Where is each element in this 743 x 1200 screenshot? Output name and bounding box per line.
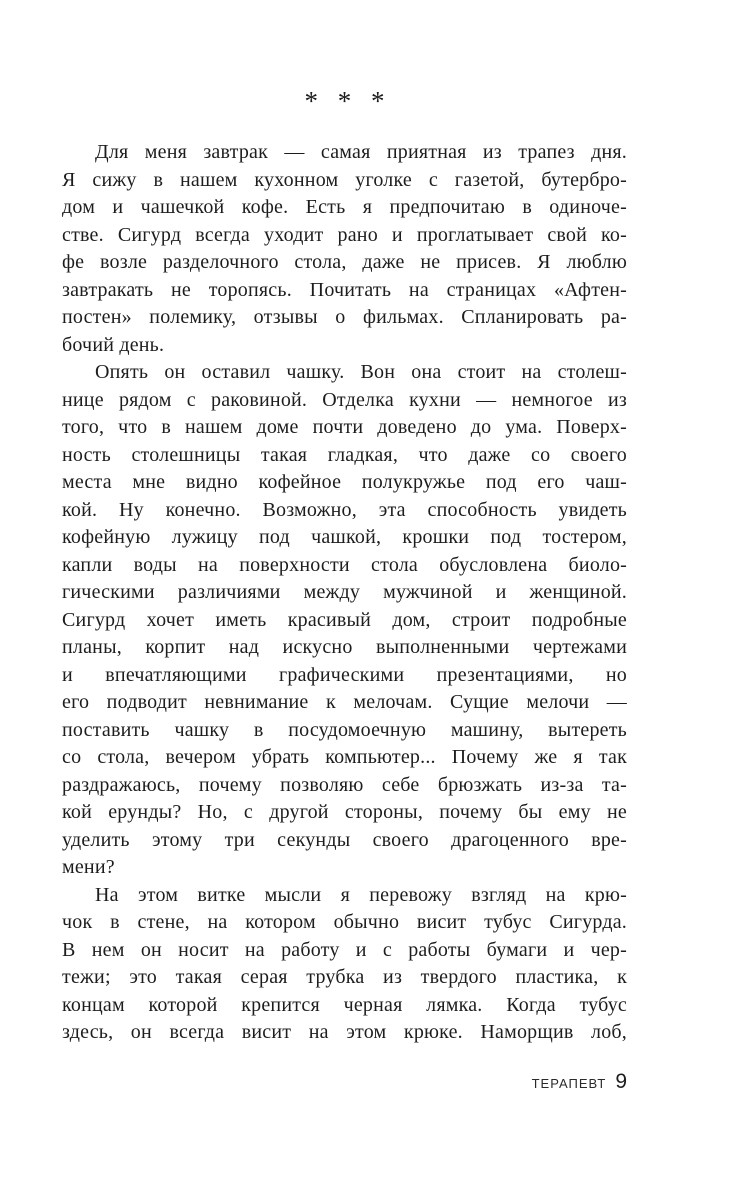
text-line: На этом витке мысли я перевожу взгляд на крю- [95,883,627,906]
text-line: гическими различиями между мужчиной и женщиной. [62,581,627,603]
text-line: места мне видно кофейное полукружье под его чаш- [62,471,627,493]
text-block [62,139,627,1047]
text-line: завтракать не торопясь. Почитать на страницах «Афтен- [62,278,627,301]
text-line: раздражаюсь, почему позволяю себе брюзжать из-за та- [62,773,627,796]
text-line: со стола, вечером убрать компьютер... Почему же я так [62,746,627,768]
text-line: его подводит невнимание к мелочам. Сущие мелочи — [62,691,627,713]
section-separator: * * * [304,86,385,116]
paragraph [62,359,627,882]
text-line: бочий день. [62,333,165,356]
page-number: 9 [615,1070,627,1093]
text-line: тежи; это такая серая трубка из твердого пластика, к [62,966,627,988]
text-line: кофейную лужицу под чашкой, крошки под тостером, [62,526,627,548]
text-line: Я сижу в нашем кухонном уголке с газетой, бутербро- [62,168,627,191]
text-line: уделить этому три секунды своего драгоценного вре- [62,828,627,851]
text-line: чок в стене, на котором обычно висит тубус Сигурда. [62,911,627,933]
paragraph [62,882,627,1047]
text-line: поставить чашку в посудомоечную машину, вытереть [62,718,627,741]
text-line: того, что в нашем доме почти доведено до ума. Поверх- [62,416,627,438]
text-line: В нем он носит на работу и с работы бумаги и чер- [62,938,627,961]
text-line: Опять он оставил чашку. Вон она стоит на столеш- [95,361,627,383]
text-line: постен» полемику, отзывы о фильмах. Спланировать ра- [62,306,627,328]
text-line: ность столешницы такая гладкая, что даже со своего [62,443,627,466]
text-line: и впечатляющими графическими презентациями, но [62,663,627,686]
text-line: нице рядом с раковиной. Отделка кухни — немногое из [62,388,627,411]
running-title: ТЕРАПЕВТ [531,1076,607,1091]
text-line: Для меня завтрак — самая приятная из трапез дня. [95,141,627,163]
text-line: планы, корпит над искусно выполненными чертежами [62,636,627,658]
text-line: кой. Ну конечно. Возможно, эта способность увидеть [62,498,627,521]
text-line: дом и чашечкой кофе. Есть я предпочитаю в одиноче- [62,196,627,218]
text-line: капли воды на поверхности стола обусловлена биоло- [62,553,627,576]
paragraph [62,139,627,359]
text-line: фе возле разделочного стола, даже не присев. Я люблю [62,251,627,273]
page-footer [532,1070,627,1094]
text-line: стве. Сигурд всегда уходит рано и проглатывает свой ко- [62,223,627,246]
text-line: концам которой крепится черная лямка. Когда тубус [62,993,627,1016]
text-line: здесь, он всегда висит на этом крюке. Наморщив лоб, [62,1021,627,1043]
text-line: мени? [62,856,115,878]
text-line: кой ерунды? Но, с другой стороны, почему бы ему не [62,801,627,823]
text-line: Сигурд хочет иметь красивый дом, строит подробные [62,608,627,631]
